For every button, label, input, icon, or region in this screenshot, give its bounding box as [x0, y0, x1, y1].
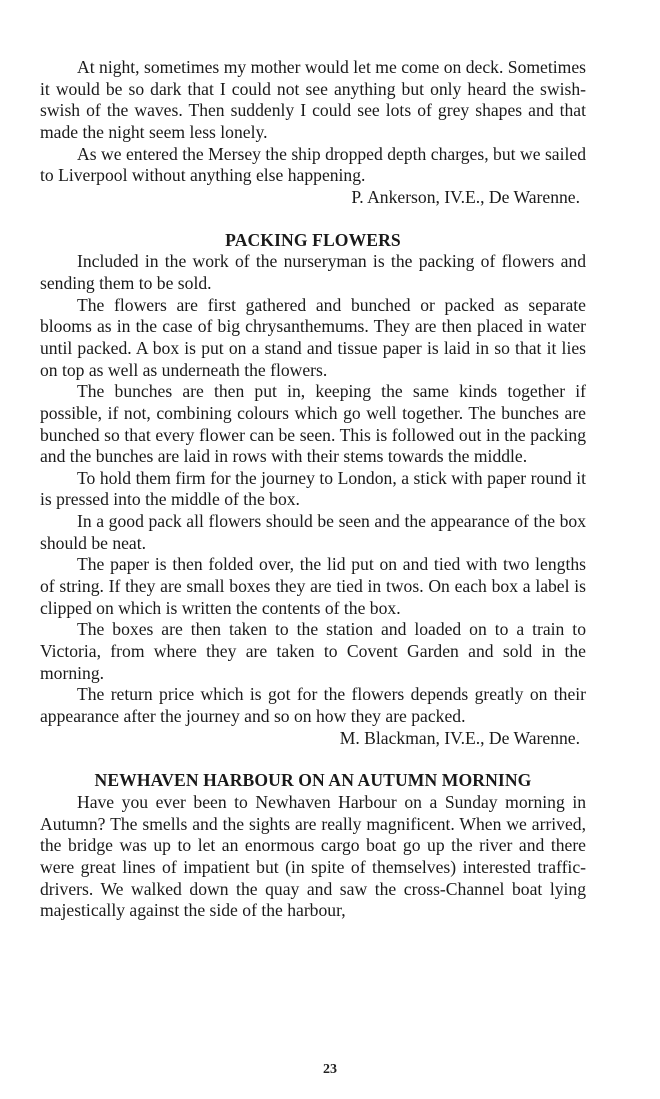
- paragraph: In a good pack all flowers should be seen and the appearance of the box should be neat.: [40, 511, 586, 553]
- paragraph: At night, sometimes my mother would let me come on deck. Sometimes it would be so dark that I could not see anything but only heard the swish-swish of the waves. Then suddenly I could see lots of grey shapes and that made the night seem less lonely.: [40, 57, 586, 142]
- author-signature: M. Blackman, IV.E., De Warenne.: [339, 727, 580, 748]
- author-signature: P. Ankerson, IV.E., De Warenne.: [351, 186, 580, 207]
- article-packing-flowers: [40, 230, 586, 750]
- spacer: [40, 209, 586, 230]
- paragraph: The bunches are then put in, keeping the same kinds together if possible, if not, combining colours which go well together. The bunches are bunched so that every flower can be seen. This is followed out in the packing and the bunches are laid in rows with their stems towards the middle.: [40, 381, 586, 467]
- article-title: PACKING FLOWERS: [225, 229, 401, 250]
- spacer: [40, 749, 586, 770]
- paragraph: As we entered the Mersey the ship dropped depth charges, but we sailed to Liverpool without anything else happening.: [40, 143, 586, 186]
- paragraph: Have you ever been to Newhaven Harbour on a Sunday morning in Autumn? The smells and the sights are really magnificent. When we arrived, the bridge was up to let an enormous cargo boat go up the river and there were great lines of impatient but (in spite of themselves) interested traffic-drivers. We walked down the quay and saw the cross-Channel boat lying majestically against the side of the harbour,: [40, 792, 586, 921]
- document-page: [40, 57, 586, 922]
- paragraph: The paper is then folded over, the lid put on and tied with two lengths of string. If they are small boxes they are tied in twos. On each box a label is clipped on which is written the contents of the box.: [40, 554, 586, 618]
- paragraph: To hold them firm for the journey to London, a stick with paper round it is pressed into the middle of the box.: [40, 467, 586, 510]
- page-number: 23: [323, 1062, 337, 1077]
- article-title: NEWHAVEN HARBOUR ON AN AUTUMN MORNING: [94, 770, 532, 791]
- paragraph: Included in the work of the nurseryman is the packing of flowers and sending them to be sold.: [40, 251, 586, 293]
- article-continued: [40, 57, 586, 209]
- paragraph: The return price which is got for the flowers depends greatly on their appearance after the journey and so on how they are packed.: [40, 684, 586, 727]
- paragraph: The flowers are first gathered and bunched or packed as separate blooms as in the case of big chrysanthemums. They are then placed in water until packed. A box is put on a stand and tissue paper is laid in so that it lies on top as well as underneath the flowers.: [40, 294, 586, 380]
- paragraph: The boxes are then taken to the station and loaded on to a train to Victoria, from where they are taken to Covent Garden and sold in the morning.: [40, 619, 586, 683]
- article-newhaven-harbour: [40, 770, 586, 922]
